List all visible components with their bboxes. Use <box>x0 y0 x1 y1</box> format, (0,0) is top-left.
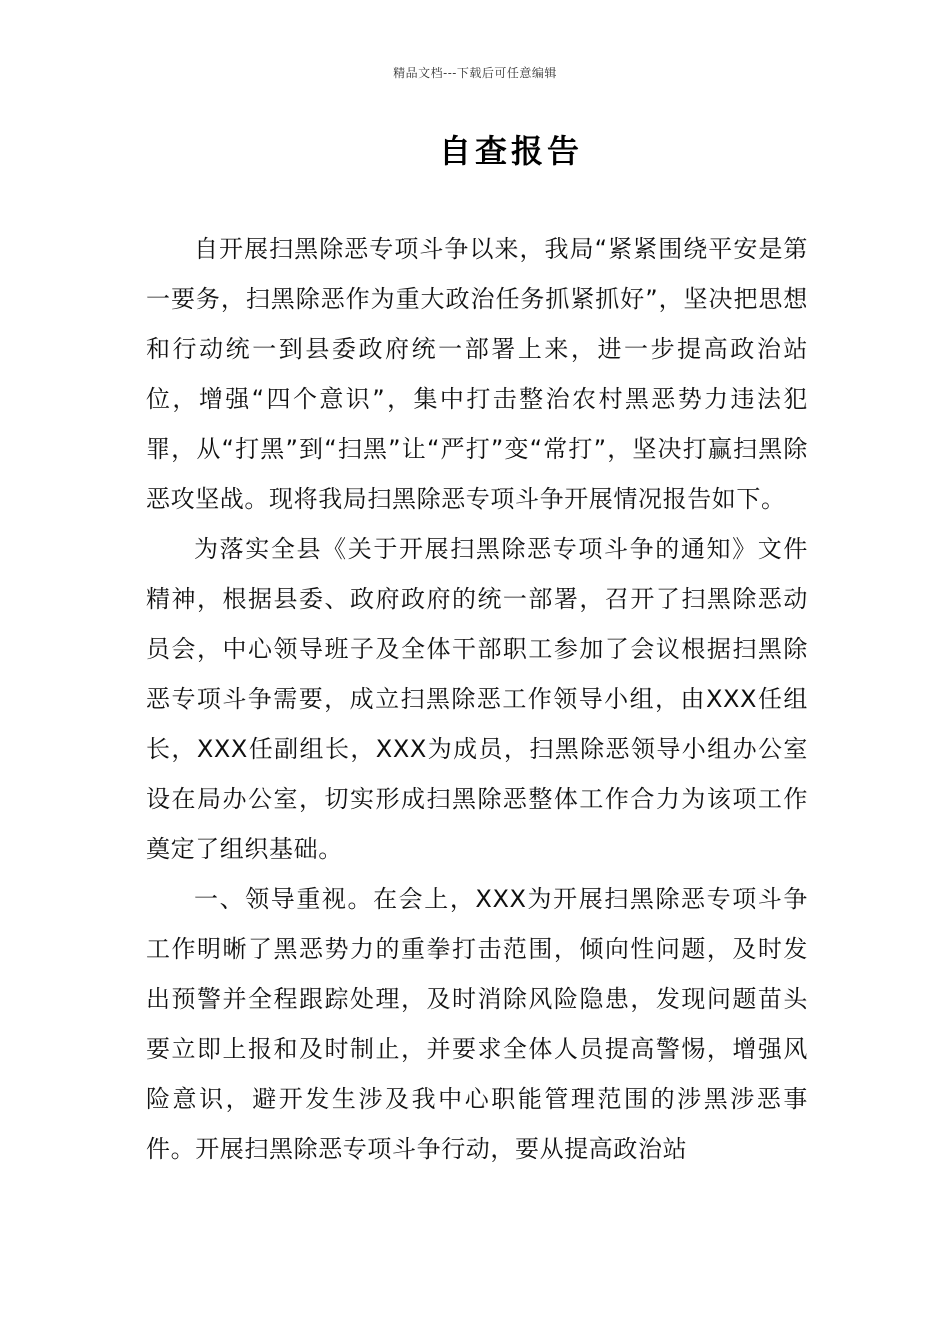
document-title-text: 自查报告 <box>438 132 583 170</box>
paragraph-leadership: 一、领导重视。在会上，XXX为开展扫黑除恶专项斗争工作明晰了黑恶势力的重拳打击范围，倾向性问题，及时发出预警并全程跟踪处理，及时消除风险隐患，发现问题苗头要立即上报和及时制止，并要求全体人员提高警惕，增强风险意识，避开发生涉及我中心职能管理范围的涉黑涉恶事件。开展扫黑除恶专项斗争行动，要从提高政治站 <box>146 885 808 1163</box>
document-body <box>146 224 808 1174</box>
document-title <box>0 126 950 172</box>
paragraph-intro: 自开展扫黑除恶专项斗争以来，我局“紧紧围绕平安是第一要务，扫黑除恶作为重大政治任务抓紧抓好”，坚决把思想和行动统一到县委政府统一部署上来，进一步提高政治站位，增强“四个意识”，集中打击整治农村黑恶势力违法犯罪，从“打黑”到“扫黑”让“严打”变“常打”，坚决打赢扫黑除恶攻坚战。现将我局扫黑除恶专项斗争开展情况报告如下。 <box>146 235 808 513</box>
header-note: 精品文档---下载后可任意编辑 <box>393 66 557 80</box>
paragraph-organization: 为落实全县《关于开展扫黑除恶专项斗争的通知》文件精神，根据县委、政府政府的统一部署，召开了扫黑除恶动员会，中心领导班子及全体干部职工参加了会议根据扫黑除恶专项斗争需要，成立扫黑除恶工作领导小组，由XXX任组长，XXX任副组长，XXX为成员，扫黑除恶领导小组办公室设在局办公室，切实形成扫黑除恶整体工作合力为该项工作奠定了组织基础。 <box>146 535 808 863</box>
